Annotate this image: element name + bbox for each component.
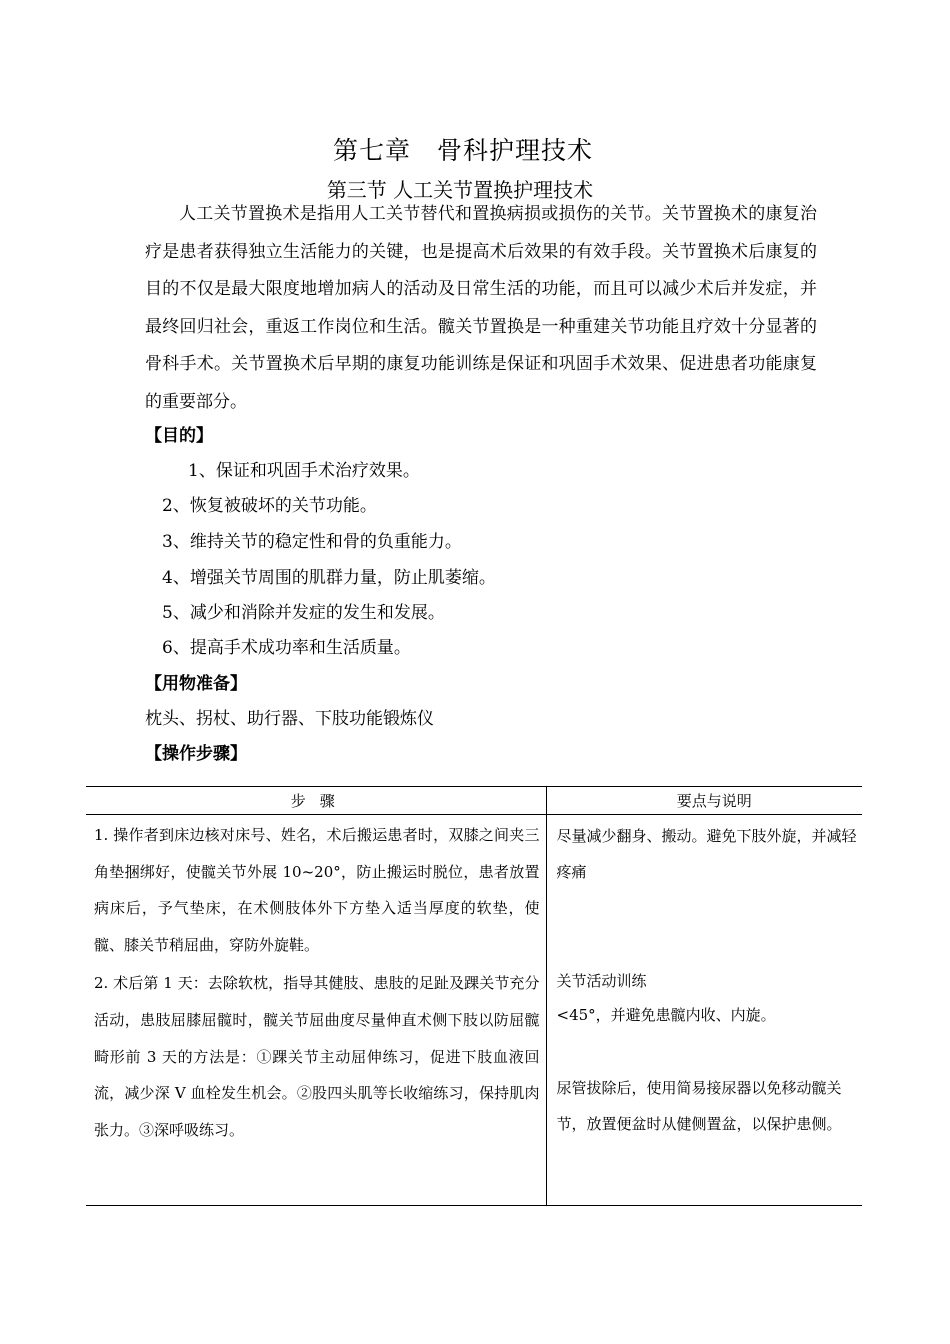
purpose-heading: 【目的】 [145,426,213,446]
chapter-title: 第七章 骨科护理技术 [332,136,593,165]
purpose-item: 5、减少和消除并发症的发生和发展。 [162,603,445,623]
purpose-item: 2、恢复被破坏的关节功能。 [162,496,377,516]
note-3: <45°，并避免患髋内收、内旋。 [556,1006,776,1024]
step-2: 2. 术后第 1 天：去除软枕，指导其健肢、患肢的足趾及踝关节充分活动，患肢屈膝屈髋时，髋关节屈曲度尽量伸直术侧下肢以防屈髋畸形前 3 天的方法是：①踝关节主动屈伸练习，促进下肢血液回流，减少深 V 血栓发生机会。②股四头肌等长收缩练习，保持肌肉张力。③深呼吸练习。 [94,974,540,1139]
purpose-item: 6、提高手术成功率和生活质量。 [162,638,411,658]
purpose-item: 1、保证和巩固手术治疗效果。 [188,461,420,481]
procedure-heading: 【操作步骤】 [145,744,247,764]
intro-paragraph: 人工关节置换术是指用人工关节替代和置换病损或损伤的关节。关节置换术的康复治疗是患者获得独立生活能力的关键，也是提高术后效果的有效手段。关节置换术后康复的目的不仅是最大限度地增加病人的活动及日常生活的功能，而且可以减少术后并发症，并最终回归社会，重返工作岗位和生活。髋关节置换是一种重建关节功能且疗效十分显著的骨科手术。关节置换术后早期的康复功能训练是保证和巩固手术效果、促进患者功能康复的重要部分。 [145,204,817,412]
table-row [86,815,862,1206]
column-header-notes: 要点与说明 [546,787,862,815]
notes-cell [546,815,862,1206]
materials-list: 枕头、拐杖、助行器、下肢功能锻炼仪 [145,709,434,729]
section-title: 第三节 人工关节置换护理技术 [326,178,594,202]
step-1: 1. 操作者到床边核对床号、姓名，术后搬运患者时，双膝之间夹三角垫捆绑好，使髋关节外展 10~20°，防止搬运时脱位，患者放置病床后，予气垫床，在术侧肢体外下方垫入适当厚度的软垫，使髋、膝关节稍屈曲，穿防外旋鞋。 [94,826,540,954]
note-1: 尽量减少翻身、搬动。避免下肢外旋，并减轻疼痛 [556,827,857,881]
purpose-item: 3、维持关节的稳定性和骨的负重能力。 [162,532,462,552]
note-2: 关节活动训练 [556,972,647,990]
note-4: 尿管拔除后，使用简易接尿器以免移动髋关节，放置便盆时从健侧置盆，以保护患侧。 [556,1079,842,1133]
table-header-row [86,787,862,815]
steps-cell [86,815,546,1206]
purpose-item: 4、增强关节周围的肌群力量，防止肌萎缩。 [162,568,496,588]
column-header-steps: 步骤 [86,787,546,815]
materials-heading: 【用物准备】 [145,674,247,694]
procedure-table [86,786,862,1206]
